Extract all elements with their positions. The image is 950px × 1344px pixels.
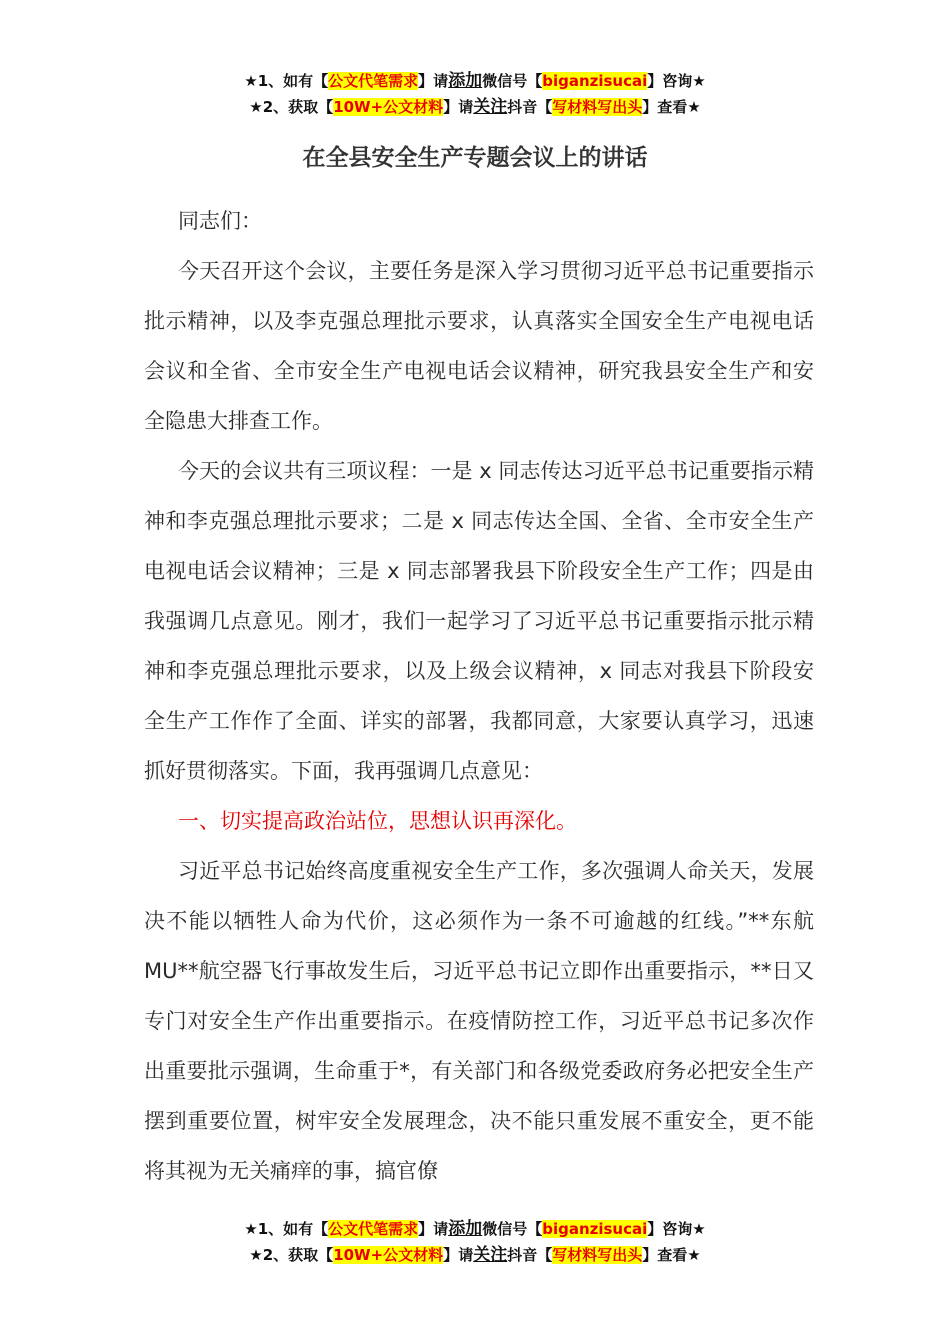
banner-text: 抖音【 bbox=[507, 1246, 553, 1264]
document-body bbox=[144, 196, 814, 1196]
banner-highlight: 写材料写出头 bbox=[552, 1246, 643, 1264]
banner-text: ★2、获取【 bbox=[249, 1246, 334, 1264]
banner-text: 】请 bbox=[418, 1220, 449, 1238]
banner-text: 】请 bbox=[443, 1246, 474, 1264]
banner-underline: 关注 bbox=[473, 1245, 508, 1265]
banner-highlight: 10W+公文材料 bbox=[333, 98, 444, 116]
banner-text: ★1、如有【 bbox=[244, 1220, 329, 1238]
banner-line-2 bbox=[0, 1242, 950, 1268]
banner-text: 】咨询★ bbox=[647, 1220, 706, 1238]
banner-highlight: 公文代笔需求 bbox=[328, 72, 419, 90]
banner-line-1 bbox=[0, 68, 950, 94]
banner-text: 】请 bbox=[418, 72, 449, 90]
banner-highlight: biganzisucai bbox=[542, 72, 648, 90]
banner-underline: 添加 bbox=[448, 1219, 483, 1239]
document-title: 在全县安全生产专题会议上的讲话 bbox=[302, 145, 648, 171]
banner-text: 微信号【 bbox=[482, 72, 543, 90]
banner-text: 】咨询★ bbox=[647, 72, 706, 90]
banner-text: 】查看★ bbox=[642, 98, 701, 116]
banner-underline: 添加 bbox=[448, 71, 483, 91]
banner-highlight: 写材料写出头 bbox=[552, 98, 643, 116]
greeting: 同志们： bbox=[178, 209, 262, 233]
banner-highlight: 10W+公文材料 bbox=[333, 1246, 444, 1264]
banner-highlight: biganzisucai bbox=[542, 1220, 648, 1238]
banner-text: ★2、获取【 bbox=[249, 98, 334, 116]
paragraph: 今天的会议共有三项议程：一是 x 同志传达习近平总书记重要指示精神和李克强总理批示要求；二是 x 同志传达全国、全省、全市安全生产电视电话会议精神；三是 x 同志部署我县下阶段安全生产工作；四是由我强调几点意见。刚才，我们一起学习了习近平总书记重要指示批示精神和李克强总理批示要求，以及上级会议精神，x 同志对我县下阶段安全生产工作作了全面、详实的部署，我都同意，大家要认真学习，迅速抓好贯彻落实。下面，我再强调几点意见： bbox=[144, 459, 814, 783]
paragraph: 今天召开这个会议，主要任务是深入学习贯彻习近平总书记重要指示批示精神，以及李克强总理批示要求，认真落实全国安全生产电视电话会议和全省、全市安全生产电视电话会议精神，研究我县安全生产和安全隐患大排查工作。 bbox=[144, 259, 814, 433]
bottom-banner bbox=[0, 1216, 950, 1268]
banner-underline: 关注 bbox=[473, 97, 508, 117]
banner-line-2 bbox=[0, 94, 950, 120]
banner-text: 抖音【 bbox=[507, 98, 553, 116]
section-heading: 一、切实提高政治站位，思想认识再深化。 bbox=[178, 809, 577, 833]
banner-highlight: 公文代笔需求 bbox=[328, 1220, 419, 1238]
banner-text: 】查看★ bbox=[642, 1246, 701, 1264]
banner-text: 】请 bbox=[443, 98, 474, 116]
top-banner bbox=[0, 68, 950, 120]
banner-text: ★1、如有【 bbox=[244, 72, 329, 90]
paragraph: 习近平总书记始终高度重视安全生产工作，多次强调人命关天，发展决不能以牺牲人命为代价，这必须作为一条不可逾越的红线。”**东航 MU**航空器飞行事故发生后，习近平总书记立即作出重要指示，**日又专门对安全生产作出重要指示。在疫情防控工作，习近平总书记多次作出重要批示强调，生命重于*，有关部门和各级党委政府务必把安全生产摆到重要位置，树牢安全发展理念，决不能只重发展不重安全，更不能将其视为无关痛痒的事，搞官僚 bbox=[144, 859, 814, 1183]
banner-text: 微信号【 bbox=[482, 1220, 543, 1238]
banner-line-1 bbox=[0, 1216, 950, 1242]
